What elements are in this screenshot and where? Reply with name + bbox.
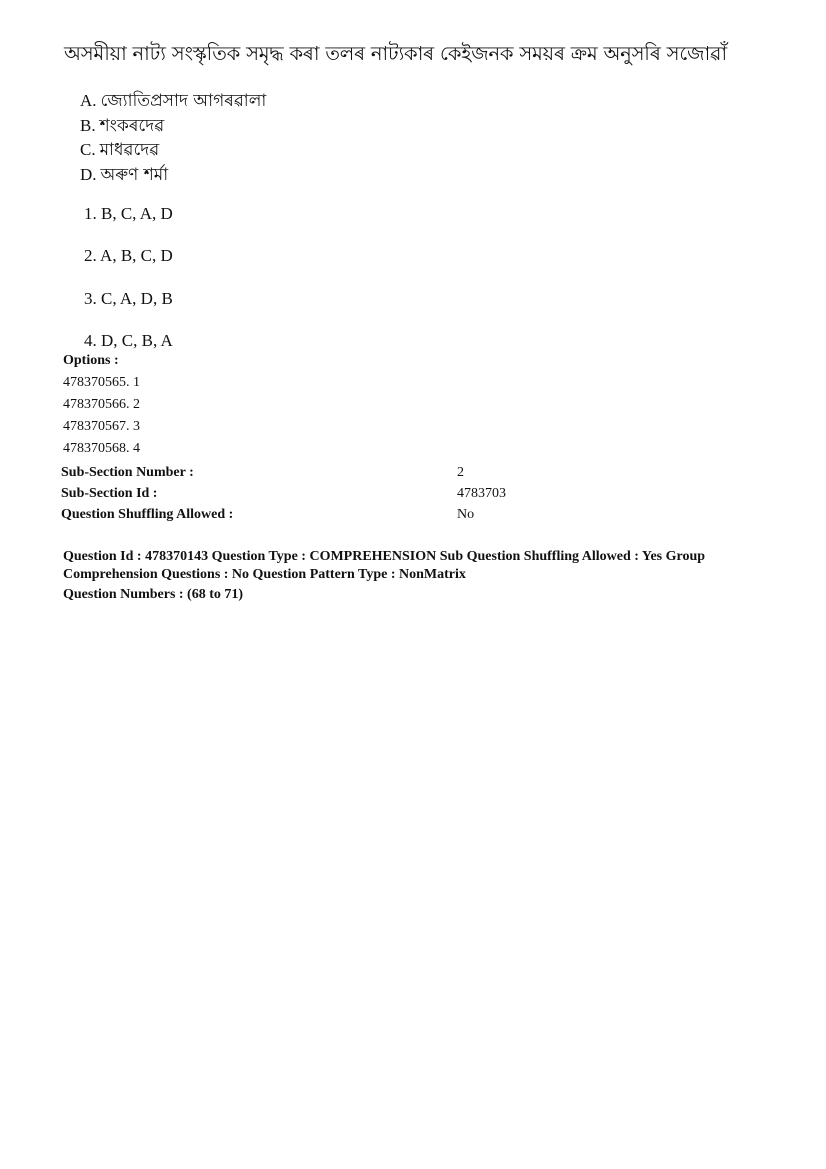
subsection-id-value: 4783703 (457, 486, 506, 501)
question-numbers: Question Numbers : (68 to 71) (63, 587, 244, 602)
item-text: জ্যোতিপ্ৰসাদ আগৰৱালা (100, 91, 267, 111)
option-row: 478370567. 3 (63, 419, 140, 434)
item-label: B. (80, 116, 96, 135)
item-d (80, 162, 168, 190)
question-shuffling-label: Question Shuffling Allowed : (61, 507, 234, 522)
item-a (80, 88, 266, 116)
item-c (80, 137, 159, 165)
options-label: Options : (63, 353, 119, 368)
item-text: অৰুণ শৰ্মা (100, 165, 169, 185)
choice-4: 4. D, C, B, A (84, 331, 173, 350)
question-image (60, 36, 780, 354)
subsection-id-label: Sub-Section Id : (61, 486, 158, 501)
option-row: 478370568. 4 (63, 441, 140, 456)
subsection-number-value: 2 (457, 465, 464, 480)
item-text: শংকৰদেৱ (99, 116, 165, 136)
question-shuffling-value: No (457, 507, 475, 522)
item-text: মাধৱদেৱ (99, 140, 160, 160)
item-label: C. (80, 140, 96, 159)
subsection-number-label: Sub-Section Number : (61, 465, 194, 480)
option-row: 478370566. 2 (63, 397, 140, 412)
option-row: 478370565. 1 (63, 375, 140, 390)
item-label: D. (80, 165, 97, 184)
question-info-line-2: Comprehension Questions : No Question Pattern Type : NonMatrix (63, 567, 466, 582)
choice-3: 3. C, A, D, B (84, 289, 173, 308)
item-label: A. (80, 91, 97, 110)
choice-2: 2. A, B, C, D (84, 246, 173, 265)
choice-1: 1. B, C, A, D (84, 204, 173, 223)
question-heading: অসমীয়া নাট্য সংস্কৃতিক সমৃদ্ধ কৰা তলৰ নাট্যকাৰ কেইজনক সময়ৰ ক্ৰম অনুসৰি সজোৱাঁ (64, 42, 727, 65)
question-info-line-1: Question Id : 478370143 Question Type : COMPREHENSION Sub Question Shuffling Allowed : Yes Group (63, 549, 706, 564)
